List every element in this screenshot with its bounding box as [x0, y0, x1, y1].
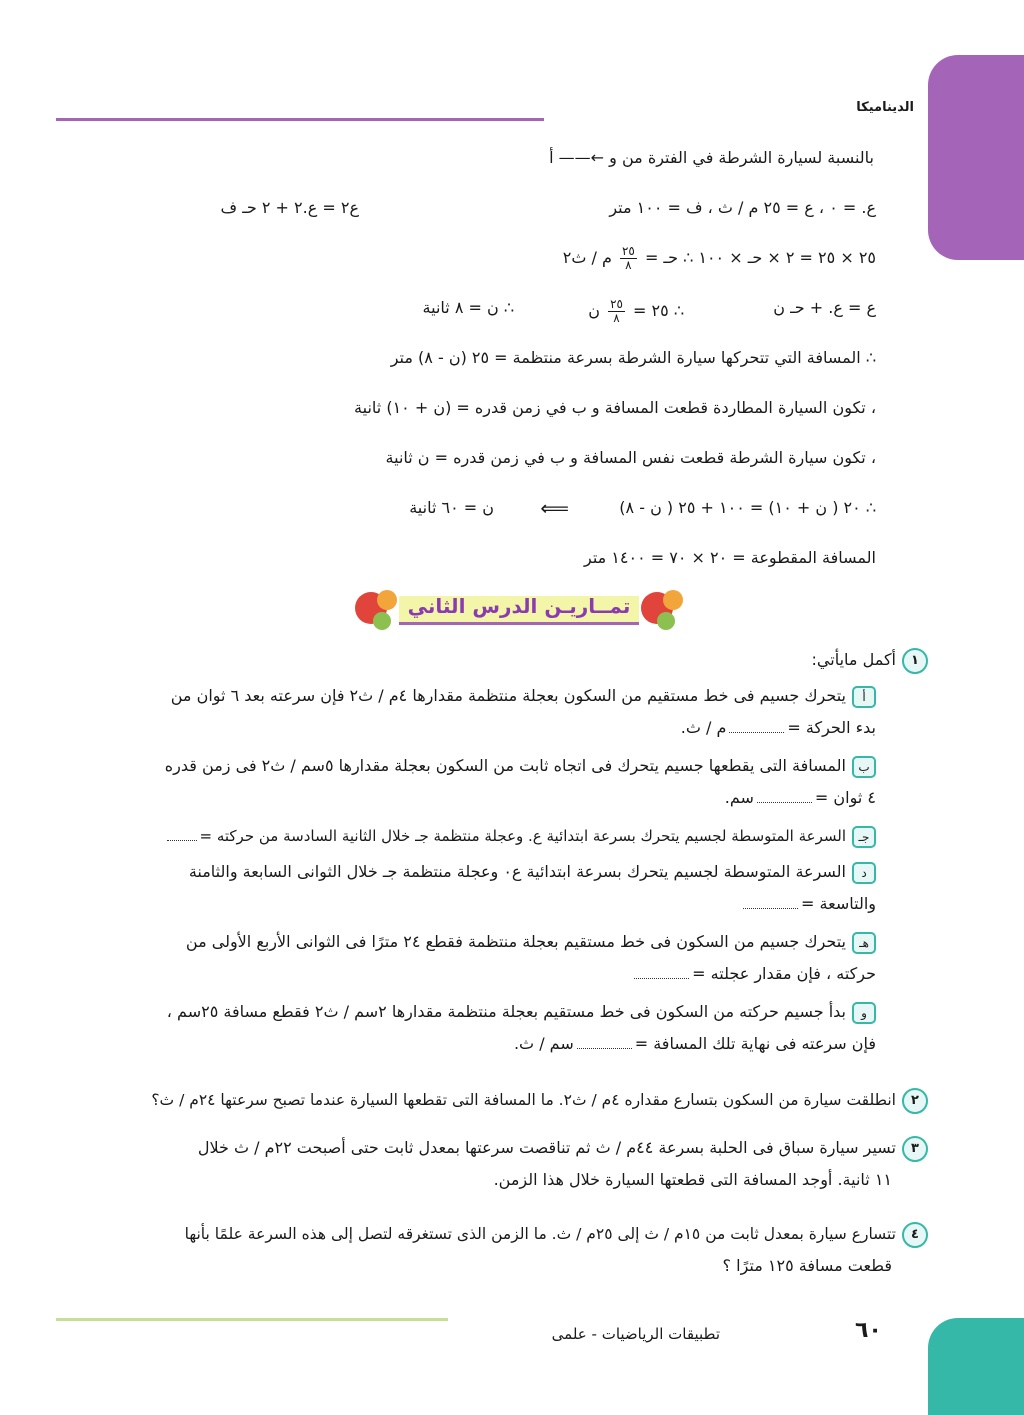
page-corner-tab — [928, 1318, 1024, 1415]
exercises-banner — [355, 590, 685, 630]
solution-line-4b-group — [588, 298, 684, 325]
gear-icon — [663, 590, 683, 610]
banner-title: تمــاريـن الدرس الثاني — [407, 594, 631, 618]
implies-arrow: ⟸ — [540, 496, 569, 520]
footer-book-title: تطبيقات الرياضيات - علمى — [551, 1325, 720, 1343]
question-1-part-b — [131, 750, 876, 814]
question-3-text-2: ١١ ثانية. أوجد المسافة التى قطعتها السيارة خلال هذا الزمن. — [493, 1170, 892, 1189]
question-2 — [128, 1084, 928, 1116]
solution-line-2a: ع. = ٠ ، ع = ٢٥ م / ث ، ف = ١٠٠ متر — [609, 198, 876, 217]
question-4-text: تتسارع سيارة بمعدل ثابت من ١٥م / ث إلى ٢٥م / ث. ما الزمن الذى تستغرقه لتصل إلى هذه السرعة علمًا بأنها — [184, 1225, 896, 1243]
question-number-badge: ٣ — [902, 1136, 928, 1162]
solution-line-5: ∴ المسافة التي تتحركها سيارة الشرطة بسرعة منتظمة = ٢٥ (ن - ٨) متر — [390, 348, 876, 367]
solution-line-4a: ع = ع. + حـ ن — [773, 298, 876, 317]
part-e-text: يتحرك جسيم من السكون فى خط مستقيم بعجلة منتظمة فقطع ٢٤ مترًا فى الثوانى الأربع الأولى من — [185, 932, 846, 951]
question-1-part-c — [131, 820, 876, 852]
answer-blank[interactable] — [743, 898, 798, 909]
solution-line-8a: ∴ ٢٠ ( ن + ١٠) = ١٠٠ + ٢٥ ( ن - ٨) — [619, 498, 876, 517]
question-3 — [128, 1132, 928, 1196]
part-letter-badge: هـ — [852, 932, 876, 954]
part-f-text-2: فإن سرعته فى نهاية تلك المسافة = — [634, 1034, 876, 1053]
fraction-numerator: ٢٥ — [621, 244, 635, 258]
question-3-text: تسير سيارة سباق فى الحلبة بسرعة ٤٤م / ث ثم تناقصت سرعتها بمعدل ثابت حتى أصبحت ٢٢م / ث خلال — [197, 1138, 896, 1157]
gear-icon — [373, 612, 391, 630]
part-d-text-2: والتاسعة = — [801, 894, 876, 913]
part-letter-badge: أ — [852, 686, 876, 708]
part-b-unit: سم. — [724, 788, 754, 807]
answer-blank[interactable] — [167, 830, 197, 841]
question-1-part-f — [131, 996, 876, 1060]
part-a-unit: م / ث. — [680, 718, 727, 737]
question-number-badge: ١ — [902, 648, 928, 674]
solution-line-1: بالنسبة لسيارة الشرطة في الفترة من و ←—— أ — [549, 148, 874, 167]
chapter-tab — [928, 55, 1024, 260]
solution-line-3 — [563, 245, 876, 272]
part-b-text-2: ٤ ثوان = — [814, 788, 876, 807]
question-2-text: انطلقت سيارة من السكون بتسارع مقداره ٤م / ث٢. ما المسافة التى تقطعها السيارة عندما تصبح سرعتها ٢٤م / ث؟ — [151, 1091, 896, 1109]
fraction-denominator: ٨ — [625, 258, 632, 272]
solution-line-4d: ∴ ن = ٨ ثانية — [422, 298, 514, 317]
solution-line-3b: م / ث٢ — [562, 248, 612, 267]
answer-blank[interactable] — [577, 1038, 632, 1049]
question-4 — [128, 1218, 928, 1282]
solution-line-4b: ∴ ٢٥ = — [633, 301, 684, 320]
question-1 — [128, 644, 928, 676]
solution-line-9: المسافة المقطوعة = ٢٠ × ٧٠ = ١٤٠٠ متر — [583, 548, 876, 567]
part-b-text: المسافة التى يقطعها جسيم يتحرك فى اتجاه ثابت من السكون بعجلة مقدارها ٥سم / ث٢ فى زمن قدره — [164, 756, 846, 775]
answer-blank[interactable] — [757, 792, 812, 803]
gear-icon — [377, 590, 397, 610]
question-1-part-d — [131, 856, 876, 920]
part-a-text: يتحرك جسيم فى خط مستقيم من السكون بعجلة منتظمة مقدارها ٤م / ث٢ فإن سرعته بعد ٦ ثوان من — [170, 686, 846, 705]
solution-line-7: ، تكون سيارة الشرطة قطعت نفس المسافة و ب في زمن قدره = ن ثانية — [385, 448, 876, 467]
page-number: ٦٠ — [855, 1318, 882, 1343]
part-letter-badge: د — [852, 862, 876, 884]
fraction-25-8-b — [608, 298, 625, 325]
question-number-badge: ٢ — [902, 1088, 928, 1114]
question-number-badge: ٤ — [902, 1222, 928, 1248]
part-letter-badge: ب — [852, 756, 876, 778]
header-divider — [56, 118, 544, 121]
part-f-text: بدأ جسيم حركته من السكون فى خط مستقيم بعجلة منتظمة مقدارها ٢سم / ث٢ فقطع مسافة ٢٥سم ، — [166, 1002, 846, 1021]
part-d-text: السرعة المتوسطة لجسيم يتحرك بسرعة ابتدائية ع٠ وعجلة منتظمة جـ خلال الثوانى السابعة والثامنة — [188, 862, 846, 881]
question-1-part-a — [131, 680, 876, 744]
answer-blank[interactable] — [729, 722, 784, 733]
fraction-denominator: ٨ — [613, 311, 620, 325]
part-c-text: السرعة المتوسطة لجسيم يتحرك بسرعة ابتدائية ع. وعجلة منتظمة جـ خلال الثانية السادسة من حركته = — [199, 827, 846, 845]
gear-icon — [657, 612, 675, 630]
chapter-label: الديناميكا — [856, 100, 914, 115]
solution-line-3a: ٢٥ × ٢٥ = ٢ × حـ × ١٠٠ ∴ حـ = — [644, 248, 876, 267]
solution-line-6: ، تكون السيارة المطاردة قطعت المسافة و ب في زمن قدره = (ن + ١٠) ثانية — [354, 398, 876, 417]
solution-line-4c: ن — [588, 301, 600, 320]
part-letter-badge: جـ — [852, 826, 876, 848]
answer-blank[interactable] — [634, 968, 689, 979]
solution-line-2b: ع٢ = ع.٢ + ٢ حـ ف — [220, 198, 359, 217]
question-1-part-e — [131, 926, 876, 990]
part-f-unit: سم / ث. — [513, 1034, 574, 1053]
solution-line-8b: ن = ٦٠ ثانية — [409, 498, 494, 517]
part-a-text-2: بدء الحركة = — [787, 718, 876, 737]
question-4-text-2: قطعت مسافة ١٢٥ مترًا ؟ — [722, 1256, 892, 1275]
fraction-numerator: ٢٥ — [610, 297, 623, 311]
fraction-25-8 — [620, 245, 637, 272]
part-e-text-2: حركته ، فإن مقدار عجلته = — [692, 964, 876, 983]
footer-divider — [56, 1318, 448, 1321]
question-1-title: أكمل مايأتي: — [811, 650, 896, 669]
part-letter-badge: و — [852, 1002, 876, 1024]
